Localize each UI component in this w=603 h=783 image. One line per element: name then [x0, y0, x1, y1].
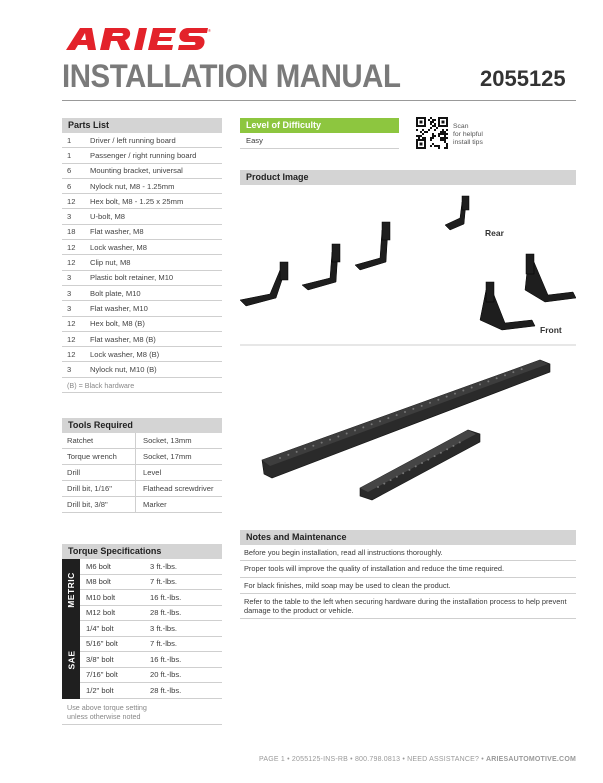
- part-qty: 3: [67, 288, 72, 298]
- part-qty: 12: [67, 349, 76, 359]
- tool-name: Drill bit, 3/8": [62, 497, 136, 512]
- torque-value: 7 ft.-lbs.: [150, 639, 178, 649]
- part-desc: Lock washer, M8: [90, 242, 147, 252]
- part-desc: Passenger / right running board: [90, 150, 197, 160]
- tool-name: Marker: [143, 500, 167, 509]
- torque-bolt: 1/4" bolt: [86, 623, 114, 633]
- difficulty-value: Easy: [240, 133, 399, 149]
- parts-list-row: [62, 255, 222, 270]
- torque-specs: [62, 544, 222, 725]
- part-desc: Nylock nut, M10 (B): [90, 365, 157, 375]
- part-qty: 3: [67, 365, 72, 375]
- part-qty: 12: [67, 258, 76, 268]
- parts-list-row: [62, 240, 222, 255]
- part-desc: Lock washer, M8 (B): [90, 349, 160, 359]
- torque-bolt: M8 bolt: [86, 577, 111, 587]
- part-desc: Clip nut, M8: [90, 258, 131, 268]
- part-qty: 12: [67, 196, 76, 206]
- torque-row: [80, 621, 222, 637]
- parts-list-row: [62, 133, 222, 148]
- tools-row: [62, 497, 222, 513]
- parts-list-row: [62, 194, 222, 209]
- torque-row: [80, 683, 222, 699]
- torque-row: [80, 606, 222, 622]
- tools-row: [62, 465, 222, 481]
- tool-name: Socket, 13mm: [143, 436, 192, 445]
- parts-list-row: [62, 164, 222, 179]
- torque-value: 16 ft.-lbs.: [150, 654, 182, 664]
- footer-text: PAGE 1 • 2055125-INS-RB • 800.798.0813 • NEED ASSISTANCE? •: [259, 756, 486, 763]
- parts-list: [62, 118, 222, 393]
- aries-logo: [62, 24, 212, 54]
- torque-bolt: M12 bolt: [86, 608, 116, 618]
- torque-value: 7 ft.-lbs.: [150, 577, 178, 587]
- tool-name: Drill bit, 1/16": [62, 481, 136, 496]
- label-rear: Rear: [485, 228, 504, 238]
- torque-value: 3 ft.-lbs.: [150, 561, 178, 571]
- running-board-passenger: [360, 430, 480, 500]
- part-desc: Flat washer, M10: [90, 303, 148, 313]
- torque-bolt: 7/16" bolt: [86, 670, 118, 680]
- parts-list-row: [62, 286, 222, 301]
- parts-list-row: [62, 271, 222, 286]
- bracket-front-2: [525, 254, 576, 302]
- sae-side-label: SAE: [62, 621, 80, 699]
- metric-side-label: METRIC: [62, 559, 80, 621]
- part-qty: 6: [67, 181, 72, 191]
- torque-row: [80, 668, 222, 684]
- part-qty: 3: [67, 212, 72, 222]
- part-desc: Bolt plate, M10: [90, 288, 141, 298]
- tools-heading: Tools Required: [62, 418, 222, 433]
- product-illustration: [240, 190, 576, 510]
- part-desc: Flat washer, M8 (B): [90, 334, 156, 344]
- torque-row: [80, 637, 222, 653]
- torque-row: [80, 559, 222, 575]
- part-desc: Hex bolt, M8 - 1.25 x 25mm: [90, 196, 184, 206]
- parts-list-row: [62, 362, 222, 377]
- parts-list-row: [62, 179, 222, 194]
- tool-name: Level: [143, 468, 162, 477]
- part-qty: 1: [67, 135, 72, 145]
- tool-name: Torque wrench: [62, 449, 136, 464]
- part-qty: 12: [67, 334, 76, 344]
- footer: [0, 756, 576, 763]
- torque-value: 3 ft.-lbs.: [150, 623, 178, 633]
- torque-value: 28 ft.-lbs.: [150, 608, 182, 618]
- tools-table: [62, 433, 222, 513]
- bracket-mid-2: [302, 244, 340, 290]
- parts-list-row: [62, 148, 222, 163]
- bracket-mid-3: [355, 222, 390, 270]
- footer-site-link[interactable]: ARIESAUTOMOTIVE.COM: [485, 756, 576, 763]
- svg-text:®: ®: [208, 28, 211, 33]
- torque-row: [80, 590, 222, 606]
- torque-value: 16 ft.-lbs.: [150, 592, 182, 602]
- qr-caption: Scan for helpful install tips: [453, 123, 483, 147]
- tools-required: [62, 418, 222, 513]
- running-board-driver: [262, 360, 550, 478]
- tools-row: [62, 481, 222, 497]
- notes-item: For black finishes, mild soap may be used to clean the product.: [240, 578, 576, 594]
- page-title: INSTALLATION MANUAL: [62, 58, 401, 94]
- tools-row: [62, 433, 222, 449]
- qr-code[interactable]: [416, 117, 448, 149]
- svg-text:ARIES: ARIES: [82, 44, 86, 45]
- torque-note: Use above torque setting unless otherwise noted: [62, 703, 222, 726]
- bracket-rear-1: [445, 196, 469, 230]
- torque-bolt: 1/2" bolt: [86, 685, 114, 695]
- notes-item: Refer to the table to the left when securing hardware during the installation process to help prevent damage to the product or vehicle.: [240, 594, 576, 620]
- parts-list-table: [62, 133, 222, 378]
- label-front: Front: [540, 325, 562, 335]
- notes-section: [240, 530, 576, 619]
- torque-value: 20 ft.-lbs.: [150, 670, 182, 680]
- parts-list-row: [62, 209, 222, 224]
- difficulty-panel: [240, 118, 399, 149]
- part-qty: 12: [67, 242, 76, 252]
- torque-bolt: 5/16" bolt: [86, 639, 118, 649]
- part-desc: Mounting bracket, universal: [90, 166, 183, 176]
- part-desc: Flat washer, M8: [90, 227, 144, 237]
- tool-name: Socket, 17mm: [143, 452, 192, 461]
- torque-value: 28 ft.-lbs.: [150, 685, 182, 695]
- notes-item: Proper tools will improve the quality of installation and reduce the time required.: [240, 561, 576, 577]
- part-qty: 12: [67, 319, 76, 329]
- part-qty: 3: [67, 273, 72, 283]
- notes-item: Before you begin installation, read all instructions thoroughly.: [240, 545, 576, 561]
- part-desc: Driver / left running board: [90, 135, 176, 145]
- notes-heading: Notes and Maintenance: [240, 530, 576, 545]
- tool-name: Drill: [62, 465, 136, 480]
- part-desc: Nylock nut, M8 - 1.25mm: [90, 181, 175, 191]
- parts-list-row: [62, 301, 222, 316]
- tool-name: Flathead screwdriver: [143, 484, 214, 493]
- torque-sae-group: [62, 621, 222, 699]
- header-divider: [62, 100, 576, 101]
- part-number: 2055125: [480, 66, 566, 91]
- parts-list-row: [62, 317, 222, 332]
- bracket-mid-1: [240, 262, 288, 306]
- product-image-heading: Product Image: [240, 170, 576, 185]
- part-desc: U-bolt, M8: [90, 212, 126, 222]
- parts-list-row: [62, 332, 222, 347]
- product-image-section: [240, 170, 576, 185]
- parts-list-row: [62, 347, 222, 362]
- torque-metric-group: [62, 559, 222, 621]
- part-qty: 3: [67, 303, 72, 313]
- torque-bolt: M6 bolt: [86, 561, 111, 571]
- tools-row: [62, 449, 222, 465]
- torque-bolt: M10 bolt: [86, 592, 116, 602]
- part-desc: Hex bolt, M8 (B): [90, 319, 145, 329]
- parts-list-heading: Parts List: [62, 118, 222, 133]
- torque-heading: Torque Specifications: [62, 544, 222, 559]
- parts-list-note: (B) = Black hardware: [62, 381, 222, 393]
- tool-name: Ratchet: [62, 433, 136, 448]
- torque-bolt: 3/8" bolt: [86, 654, 114, 664]
- torque-row: [80, 652, 222, 668]
- part-desc: Plastic bolt retainer, M10: [90, 273, 174, 283]
- parts-list-row: [62, 225, 222, 240]
- torque-row: [80, 575, 222, 591]
- difficulty-heading: Level of Difficulty: [240, 118, 399, 133]
- part-qty: 6: [67, 166, 72, 176]
- part-qty: 18: [67, 227, 76, 237]
- part-qty: 1: [67, 150, 72, 160]
